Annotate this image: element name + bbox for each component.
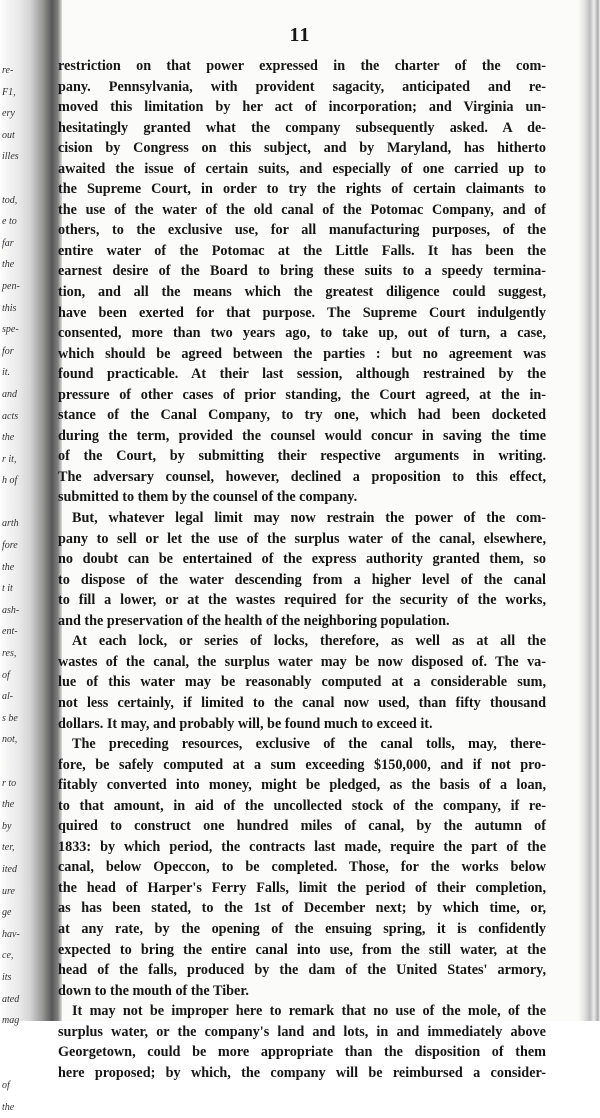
margin-fragment: ated <box>2 989 22 1011</box>
margin-fragment: h of <box>2 470 22 492</box>
text-line: fore, be safely computed at a sum exceeding $150,000, and if not pro- <box>58 755 546 776</box>
text-line: which should be agreed between the parties : but no agreement was <box>58 344 546 365</box>
text-line: wastes of the canal, the surplus water may be now disposed of. The va- <box>58 652 546 673</box>
text-line: expected to bring the entire canal into use, from the still water, at the <box>58 940 546 961</box>
margin-fragment: ery <box>2 103 22 125</box>
margin-fragment: and <box>2 384 22 406</box>
text-line: 1833: by which period, the contracts last made, require the part of the <box>58 837 546 858</box>
text-line: and the preservation of the health of the neighboring population. <box>58 611 546 632</box>
margin-fragment: it. <box>2 362 22 384</box>
text-line: head of the falls, produced by the dam of the United States' armory, <box>58 960 546 981</box>
text-line: It may not be improper here to remark that no use of the mole, of the <box>58 1001 546 1022</box>
text-line: moved this limitation by her act of incorporation; and Virginia un- <box>58 97 546 118</box>
text-line: pressure of other cases of prior standing, the Court agreed, at the in- <box>58 385 546 406</box>
text-line: the Supreme Court, in order to try the rights of certain claimants to <box>58 179 546 200</box>
text-line: of the Court, by submitting their respective arguments in writing. <box>58 446 546 467</box>
text-line: restriction on that power expressed in the charter of the com- <box>58 56 546 77</box>
margin-fragment: the <box>2 794 22 816</box>
text-line: down to the mouth of the Tiber. <box>58 981 546 1002</box>
text-line: the use of the water of the old canal of the Potomac Company, and of <box>58 200 546 221</box>
margin-fragment: res, <box>2 643 22 665</box>
margin-fragment: ter, <box>2 837 22 859</box>
text-line: hesitatingly granted what the company subsequently asked. A de- <box>58 118 546 139</box>
text-line: to dispose of the water descending from a higher level of the canal <box>58 570 546 591</box>
text-line: as has been stated, to the 1st of December next; by which time, or, <box>58 898 546 919</box>
margin-fragment: s be <box>2 708 22 730</box>
text-line: cision by Congress on this subject, and by Maryland, has hitherto <box>58 138 546 159</box>
text-line: lue of this water may be reasonably computed at a considerable sum, <box>58 672 546 693</box>
margin-fragment: the <box>2 1097 22 1118</box>
text-line: entire water of the Potomac at the Little Falls. It has been the <box>58 241 546 262</box>
text-line: to that amount, in aid of the uncollected stock of the company, if re- <box>58 796 546 817</box>
margin-fragment: ce, <box>2 945 22 967</box>
text-line: others, to the exclusive use, for all manufacturing purposes, of the <box>58 220 546 241</box>
margin-fragment: re- <box>2 60 22 82</box>
margin-fragment: illes <box>2 146 22 168</box>
text-line: But, whatever legal limit may now restrain the power of the com- <box>58 508 546 529</box>
margin-fragment: for <box>2 341 22 363</box>
margin-fragment: far <box>2 233 22 255</box>
text-line: at any rate, by the opening of the ensuing spring, it is confidently <box>58 919 546 940</box>
margin-fragment: spe- <box>2 319 22 341</box>
margin-fragment: t it <box>2 578 22 600</box>
margin-fragment: not, <box>2 729 22 751</box>
text-line: quired to construct one hundred miles of canal, by the autumn of <box>58 816 546 837</box>
text-line: consented, more than two years ago, to take up, out of turn, a case, <box>58 323 546 344</box>
margin-fragment <box>2 168 22 190</box>
margin-fragment: e to <box>2 211 22 233</box>
margin-fragment: fore <box>2 535 22 557</box>
text-line: not less certainly, if limited to the canal now used, than fifty thousand <box>58 693 546 714</box>
page-edge <box>578 0 600 1021</box>
margin-fragment: mag <box>2 1010 22 1032</box>
page-number: 11 <box>0 24 600 47</box>
margin-fragment: F1, <box>2 82 22 104</box>
text-line: pany to sell or let the use of the surplus water of the canal, elsewhere, <box>58 529 546 550</box>
text-line: earnest desire of the Board to bring these suits to a speedy termina- <box>58 261 546 282</box>
text-line: fitably converted into money, might be pledged, as the basis of a loan, <box>58 775 546 796</box>
margin-fragment <box>2 751 22 773</box>
left-margin-fragments <box>2 60 22 1118</box>
margin-fragment: r it, <box>2 449 22 471</box>
margin-fragment <box>2 1032 22 1054</box>
margin-fragment: ge <box>2 902 22 924</box>
text-line: the head of Harper's Ferry Falls, limit the period of their completion, <box>58 878 546 899</box>
text-line: submitted to them by the counsel of the company. <box>58 487 546 508</box>
margin-fragment <box>2 492 22 514</box>
text-line: At each lock, or series of locks, therefore, as well as at all the <box>58 631 546 652</box>
text-line: Georgetown, could be more appropriate than the disposition of them <box>58 1042 546 1063</box>
text-line: The adversary counsel, however, declined a proposition to this effect, <box>58 467 546 488</box>
margin-fragment: ure <box>2 881 22 903</box>
margin-fragment: of <box>2 1075 22 1097</box>
margin-fragment: the <box>2 254 22 276</box>
margin-fragment: r to <box>2 773 22 795</box>
margin-fragment: pen- <box>2 276 22 298</box>
margin-fragment: arth <box>2 513 22 535</box>
margin-fragment: out <box>2 125 22 147</box>
text-line: surplus water, or the company's land and lots, in and immediately above <box>58 1022 546 1043</box>
margin-fragment: ash- <box>2 600 22 622</box>
margin-fragment: ent- <box>2 621 22 643</box>
margin-fragment: hav- <box>2 924 22 946</box>
text-line: awaited the issue of certain suits, and especially of one carried up to <box>58 159 546 180</box>
text-line: have been exerted for that purpose. The Supreme Court indulgently <box>58 303 546 324</box>
text-line: tion, and all the means which the greatest diligence could suggest, <box>58 282 546 303</box>
margin-fragment: tod, <box>2 190 22 212</box>
text-line: found practicable. At their last session, although restrained by the <box>58 364 546 385</box>
body-text <box>58 56 546 1083</box>
margin-fragment: the <box>2 557 22 579</box>
text-line: The preceding resources, exclusive of the canal tolls, may, there- <box>58 734 546 755</box>
text-line: during the term, provided the counsel would concur in saving the time <box>58 426 546 447</box>
text-line: canal, below Opeccon, to be completed. Those, for the works below <box>58 857 546 878</box>
margin-fragment: acts <box>2 406 22 428</box>
margin-fragment: ited <box>2 859 22 881</box>
text-line: pany. Pennsylvania, with provident sagacity, anticipated and re- <box>58 77 546 98</box>
text-line: here proposed; by which, the company will be reimbursed a consider- <box>58 1063 546 1084</box>
margin-fragment: by <box>2 816 22 838</box>
margin-fragment: this <box>2 298 22 320</box>
margin-fragment <box>2 1053 22 1075</box>
text-line: stance of the Canal Company, to try one, which had been docketed <box>58 405 546 426</box>
text-line: to fill a lower, or at the wastes required for the security of the works, <box>58 590 546 611</box>
margin-fragment: al- <box>2 686 22 708</box>
margin-fragment: of <box>2 665 22 687</box>
margin-fragment: its <box>2 967 22 989</box>
text-line: no doubt can be entertained of the express authority granted them, so <box>58 549 546 570</box>
margin-fragment: the <box>2 427 22 449</box>
text-line: dollars. It may, and probably will, be found much to exceed it. <box>58 714 546 735</box>
